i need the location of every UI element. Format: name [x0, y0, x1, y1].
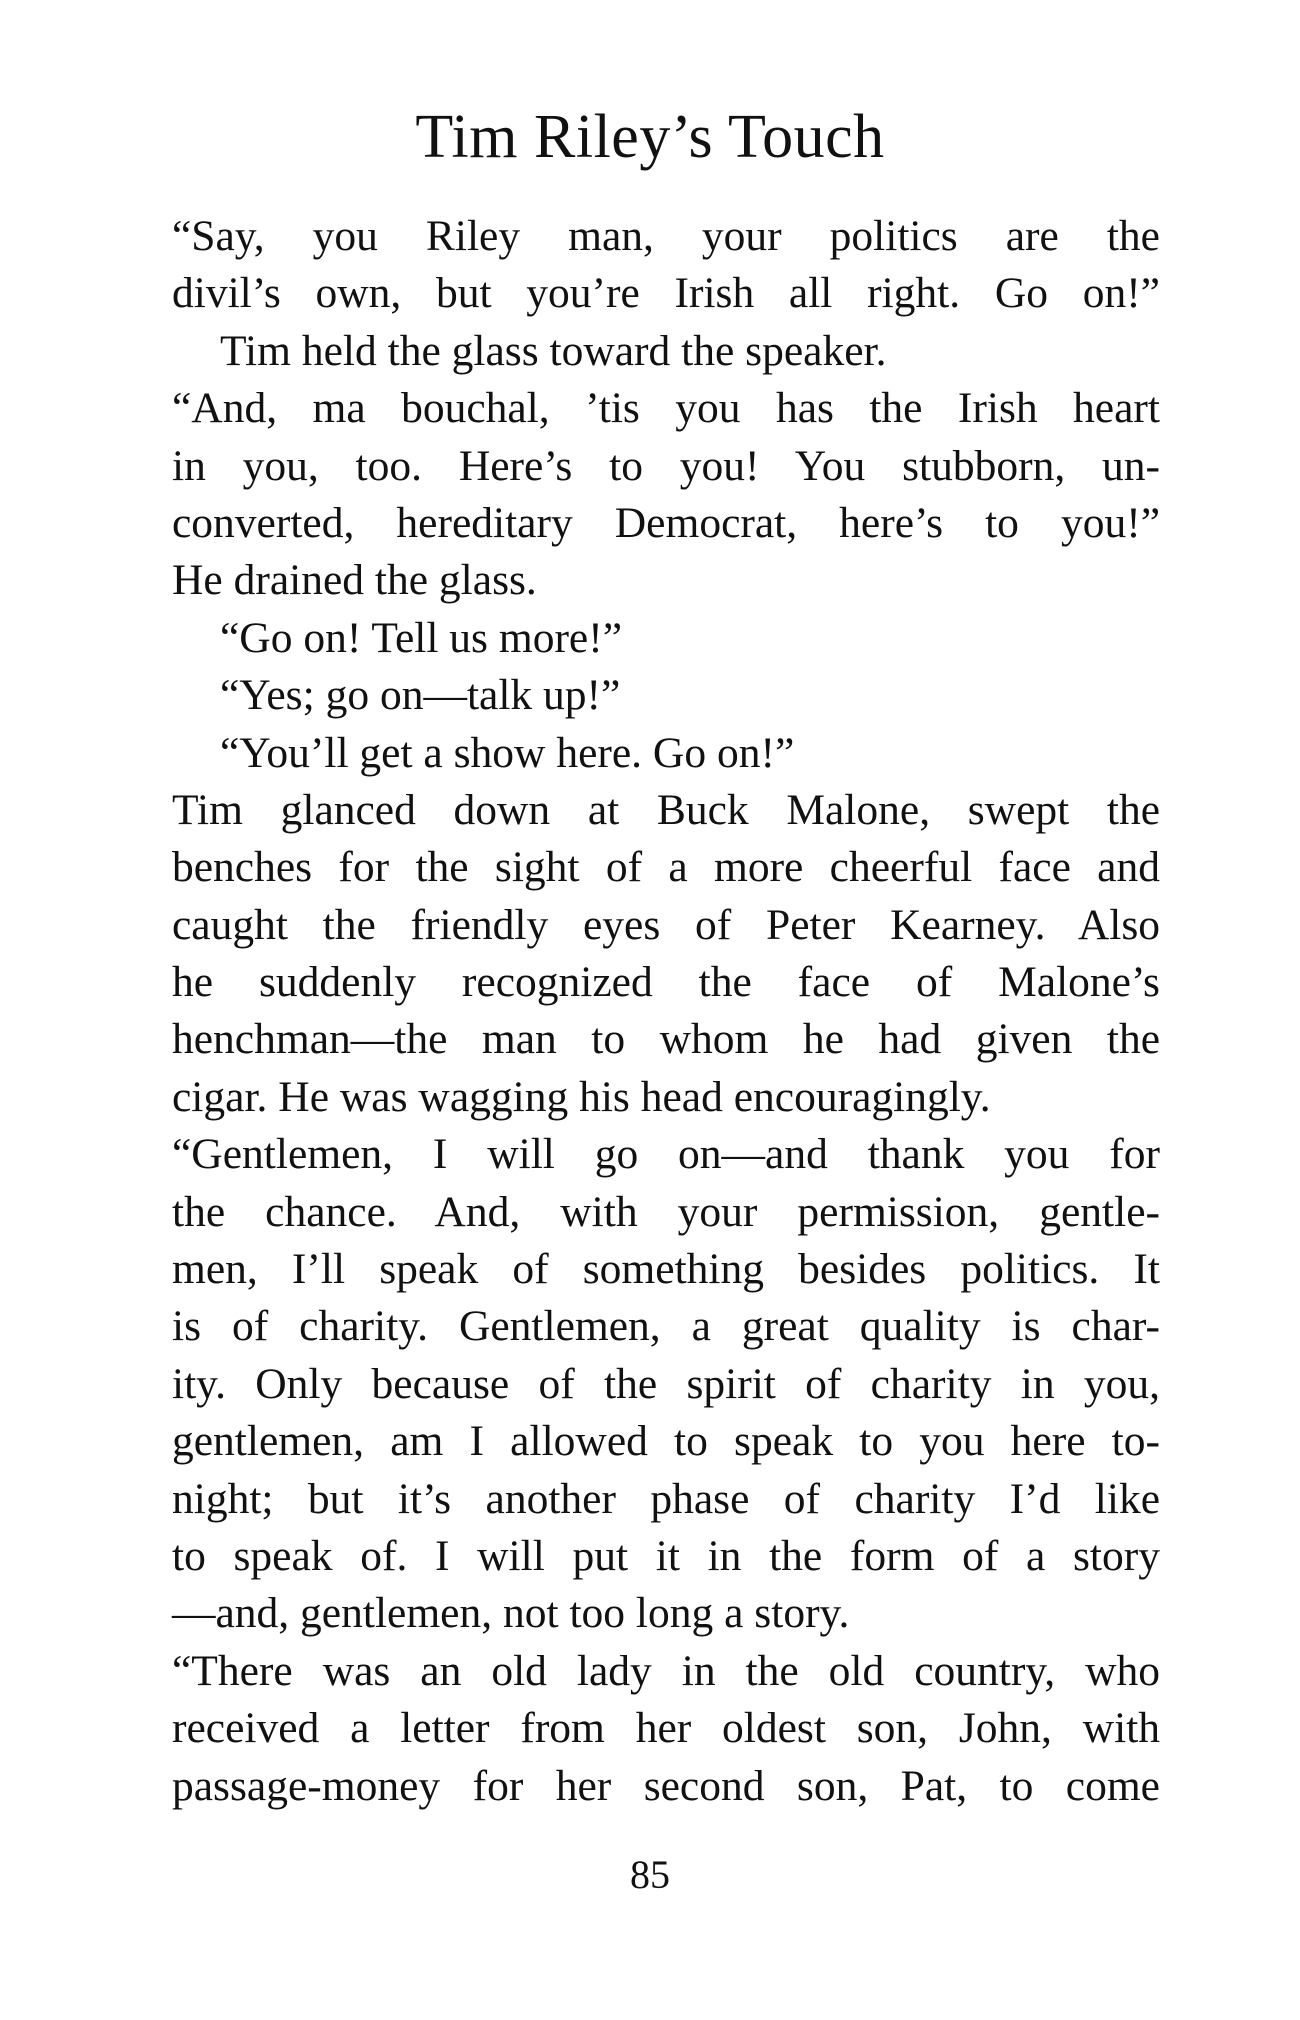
text-line: —and, gentlemen, not too long a story.	[172, 1589, 850, 1638]
text-line: benches for the sight of a more cheerful face and	[172, 843, 1160, 892]
text-line: “Yes; go on—talk up!”	[220, 671, 621, 720]
text-line: received a letter from her oldest son, John, with	[172, 1704, 1160, 1753]
text-line: “Go on! Tell us more!”	[220, 613, 623, 662]
page-number: 85	[630, 1852, 670, 1897]
text-line: passage-money for her second son, Pat, to come	[172, 1761, 1160, 1810]
text-line: in you, too. Here’s to you! You stubborn, un-	[172, 441, 1160, 490]
text-line: Tim held the glass toward the speaker.	[220, 326, 887, 375]
text-line: he suddenly recognized the face of Malone’s	[172, 958, 1160, 1007]
text-line: “Gentlemen, I will go on—and thank you for	[172, 1130, 1160, 1179]
text-line: is of charity. Gentlemen, a great quality is char-	[172, 1302, 1160, 1351]
text-line: converted, hereditary Democrat, here’s to you!”	[172, 498, 1160, 547]
text-line: divil’s own, but you’re Irish all right. Go on!”	[172, 269, 1160, 318]
text-line: cigar. He was wagging his head encouragingly.	[172, 1072, 991, 1121]
text-line: “You’ll get a show here. Go on!”	[220, 728, 795, 777]
text-line: “And, ma bouchal, ’tis you has the Irish heart	[172, 384, 1160, 433]
text-line: henchman—the man to whom he had given the	[172, 1015, 1160, 1064]
text-line: ity. Only because of the spirit of charity in you,	[172, 1359, 1160, 1408]
text-line: men, I’ll speak of something besides politics. It	[172, 1245, 1160, 1294]
text-line: night; but it’s another phase of charity I’d like	[172, 1474, 1160, 1523]
text-line: gentlemen, am I allowed to speak to you here to-	[172, 1417, 1160, 1466]
body-text	[172, 208, 1160, 1815]
text-line: He drained the glass.	[172, 556, 537, 605]
text-line: Tim glanced down at Buck Malone, swept the	[172, 785, 1160, 834]
text-line: to speak of. I will put it in the form of a story	[172, 1531, 1160, 1580]
text-line: “Say, you Riley man, your politics are the	[172, 212, 1160, 260]
running-head: Tim Riley’s Touch	[415, 103, 885, 171]
text-line: “There was an old lady in the old country, who	[172, 1646, 1160, 1695]
text-line: the chance. And, with your permission, gentle-	[172, 1187, 1160, 1236]
text-line: caught the friendly eyes of Peter Kearney. Also	[172, 900, 1160, 949]
